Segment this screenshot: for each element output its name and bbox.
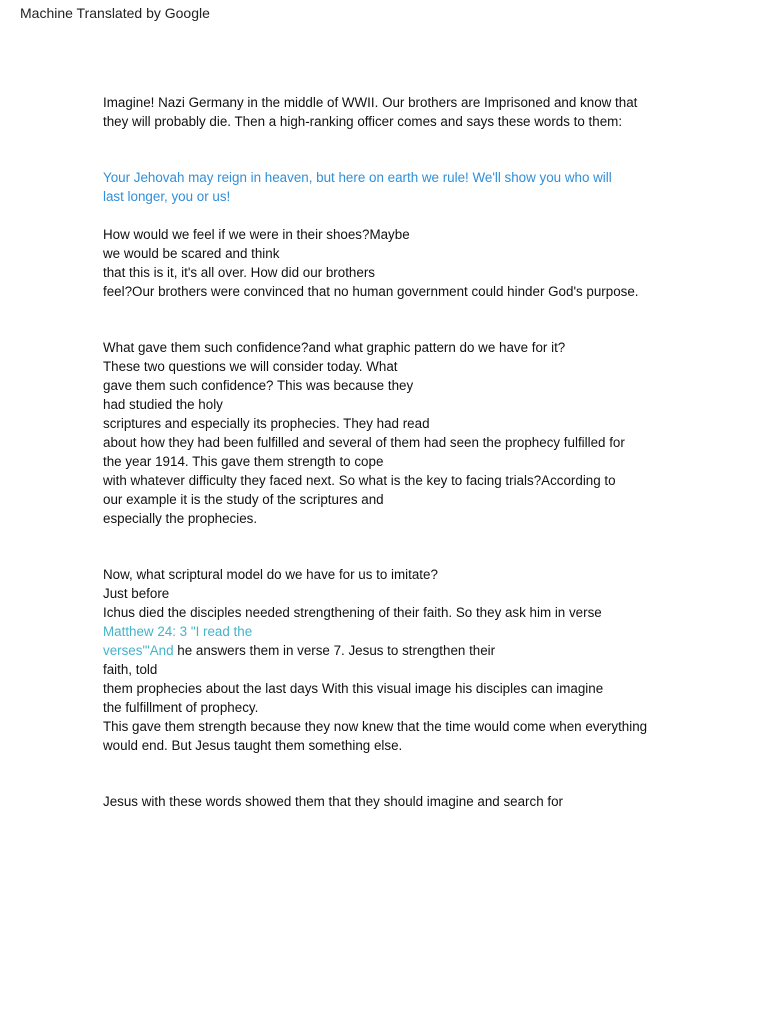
text-line: gave them such confidence? This was because they	[103, 378, 414, 393]
text-line: our example it is the study of the scriptures and	[103, 492, 384, 507]
scripture-model-paragraph	[103, 565, 723, 755]
text-line: we would be scared and think	[103, 246, 280, 261]
confidence-paragraph	[103, 338, 723, 528]
text-line: the year 1914. This gave them strength to cope	[103, 454, 384, 469]
text-line: Ichus died the disciples needed strengthening of their faith. So they ask him in verse	[103, 605, 602, 620]
text-line: about how they had been fulfilled and several of them had seen the prophecy fulfilled for	[103, 435, 625, 450]
text-line: them prophecies about the last days With this visual image his disciples can imagine	[103, 681, 604, 696]
closing-paragraph	[103, 792, 723, 811]
text-line: How would we feel if we were in their shoes?Maybe	[103, 227, 410, 242]
text-line: that this is it, it's all over. How did our brothers	[103, 265, 375, 280]
text-line: the fulfillment of prophecy.	[103, 700, 259, 715]
text-line: Just before	[103, 586, 170, 601]
text-line: Imagine! Nazi Germany in the middle of WWII. Our brothers are Imprisoned and know that	[103, 95, 638, 110]
text-line: would end. But Jesus taught them something else.	[103, 738, 403, 753]
scripture-reference-fragment: verses"'And	[103, 643, 174, 658]
text-line: These two questions we will consider today. What	[103, 359, 398, 374]
quote-line: last longer, you or us!	[103, 189, 231, 204]
text-line: This gave them strength because they now knew that the time would come when everything	[103, 719, 648, 734]
text-fragment: he answers them in verse 7. Jesus to strengthen their	[173, 643, 496, 658]
intro-paragraph	[103, 93, 723, 131]
mixed-reference-line	[103, 641, 723, 660]
text-line: especially the prophecies.	[103, 511, 258, 526]
text-line: What gave them such confidence?and what graphic pattern do we have for it?	[103, 340, 566, 355]
machine-translation-label: Machine Translated by Google	[20, 5, 210, 21]
text-line: feel?Our brothers were convinced that no human government could hinder God's purpose.	[103, 284, 639, 299]
document-body	[103, 93, 723, 811]
text-line: with whatever difficulty they faced next. So what is the key to facing trials?According to	[103, 473, 616, 488]
text-line: had studied the holy	[103, 397, 223, 412]
text-line: faith, told	[103, 662, 158, 677]
text-line: Now, what scriptural model do we have for us to imitate?	[103, 567, 438, 582]
feelings-paragraph	[103, 225, 723, 301]
text-line: they will probably die. Then a high-ranking officer comes and says these words to them:	[103, 114, 623, 129]
officer-quote	[103, 168, 723, 206]
text-line: Jesus with these words showed them that they should imagine and search for	[103, 794, 563, 809]
scripture-reference-line: Matthew 24: 3 "I read the	[103, 624, 253, 639]
text-line: scriptures and especially its prophecies. They had read	[103, 416, 430, 431]
quote-line: Your Jehovah may reign in heaven, but here on earth we rule! We'll show you who will	[103, 170, 612, 185]
